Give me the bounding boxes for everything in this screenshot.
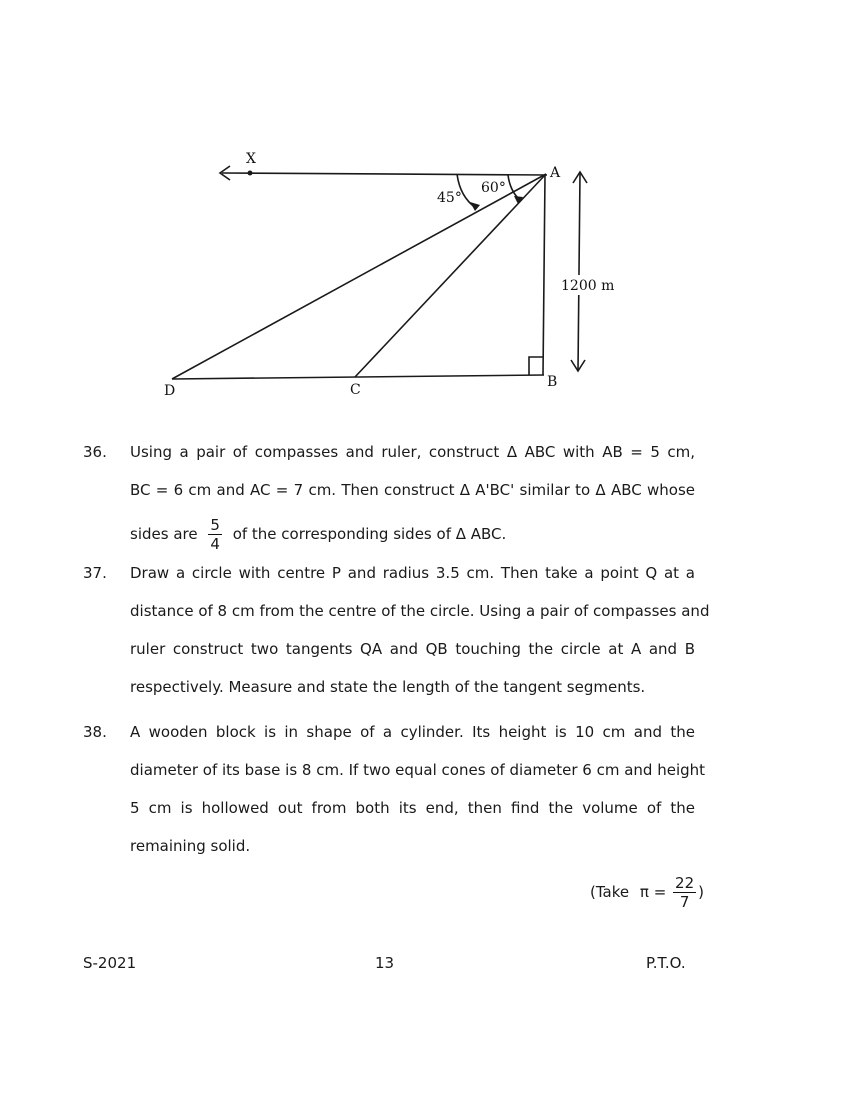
label-angle-45: 45° bbox=[437, 190, 462, 206]
angle-arc-60 bbox=[508, 175, 520, 200]
page-number: 13 bbox=[375, 954, 395, 972]
question-line: remaining solid. bbox=[130, 837, 251, 855]
fraction-22-7 bbox=[673, 874, 696, 911]
question-line: distance of 8 cm from the centre of the circle. Using a pair of compasses and bbox=[130, 602, 710, 620]
take-pi-note bbox=[590, 874, 704, 911]
question-line: respectively. Measure and state the length of the tangent segments. bbox=[130, 678, 646, 696]
point-x-dot bbox=[248, 171, 253, 176]
height-dimension-line bbox=[578, 173, 580, 371]
horizontal-line-ax bbox=[222, 173, 547, 175]
question-text-after-fraction: of the corresponding sides of Δ ABC. bbox=[232, 525, 507, 543]
footer-pto: P.T.O. bbox=[646, 954, 686, 972]
question-text-before-fraction: sides are bbox=[130, 525, 198, 543]
fraction-denominator: 4 bbox=[210, 535, 220, 553]
question-line: A wooden block is in shape of a cylinder. Its height is 10 cm and the bbox=[130, 723, 695, 741]
question-line: Draw a circle with centre P and radius 3.5 cm. Then take a point Q at a bbox=[130, 564, 695, 582]
label-height: 1200 m bbox=[561, 278, 615, 294]
question-line: BC = 6 cm and AC = 7 cm. Then construct Δ A'BC' similar to Δ ABC whose bbox=[130, 481, 695, 499]
fraction-5-4 bbox=[208, 516, 222, 553]
question-line: Using a pair of compasses and ruler, construct Δ ABC with AB = 5 cm, bbox=[130, 443, 695, 461]
question-line: 5 cm is hollowed out from both its end, then find the volume of the bbox=[130, 799, 695, 817]
footer-code: S-2021 bbox=[83, 954, 137, 972]
label-c: C bbox=[350, 382, 361, 398]
line-ad bbox=[172, 174, 546, 379]
note-symbol: π = bbox=[639, 883, 667, 901]
right-angle-marker bbox=[529, 357, 543, 375]
fraction-numerator: 5 bbox=[210, 516, 220, 534]
question-number: 36. bbox=[83, 443, 107, 461]
figure-svg bbox=[150, 145, 630, 405]
question-number: 37. bbox=[83, 564, 107, 582]
note-prefix: (Take bbox=[590, 883, 630, 901]
label-x: X bbox=[246, 151, 256, 167]
line-ab bbox=[543, 175, 545, 375]
question-line: ruler construct two tangents QA and QB touching the circle at A and B bbox=[130, 640, 695, 658]
fraction-denominator: 7 bbox=[679, 893, 690, 911]
question-number: 38. bbox=[83, 723, 107, 741]
note-suffix: ) bbox=[698, 883, 704, 901]
fraction-numerator: 22 bbox=[675, 874, 695, 892]
label-a: A bbox=[550, 165, 561, 181]
label-angle-60: 60° bbox=[481, 180, 506, 196]
angle-of-depression-figure bbox=[150, 145, 630, 405]
line-db bbox=[172, 375, 544, 379]
label-d: D bbox=[164, 383, 176, 399]
label-b: B bbox=[547, 374, 558, 390]
question-line: diameter of its base is 8 cm. If two equal cones of diameter 6 cm and height bbox=[130, 761, 706, 779]
arrowhead-45-icon bbox=[470, 202, 480, 211]
